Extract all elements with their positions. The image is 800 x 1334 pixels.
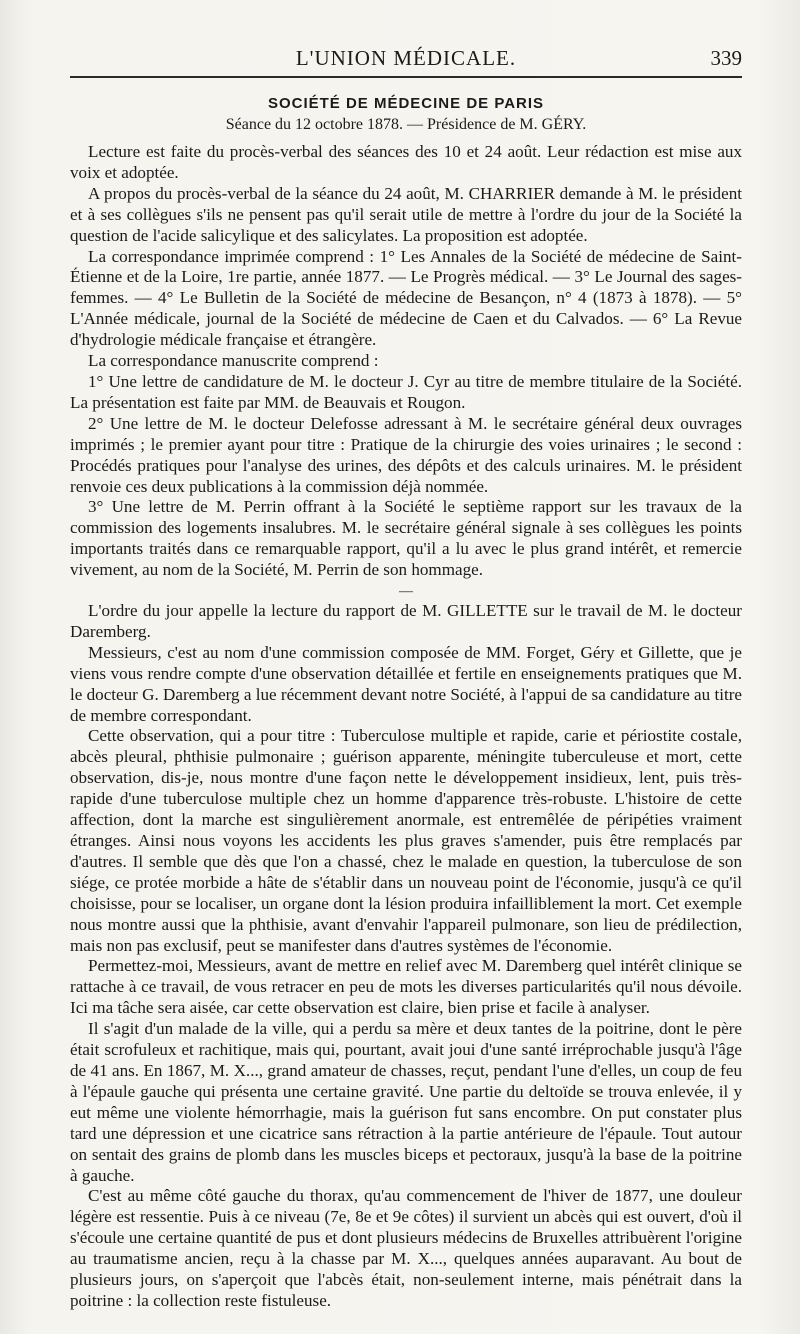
section-title: SOCIÉTÉ DE MÉDECINE DE PARIS [267,95,545,112]
paragraph-2: A propos du procès-verbal de la séance du 24 août, M. CHARRIER demande à M. le président et à ses collègues s'ils ne pensent pas qu'il serait utile de mettre à l'ordre du jour de la Société la question de l'acide salicylique et des salicylates. La proposition est adoptée. [70,183,742,245]
paragraph-11: Permettez-moi, Messieurs, avant de mettre en relief avec M. Daremberg quel intérêt clinique se rattache à ce travail, de vous retracer en peu de mots les diverses particularités qu'il nous dévoile. Ici ma tâche sera aisée, car cette observation est claire, bien prise et facile à analyser. [70,956,742,1018]
paragraph-10: Cette observation, qui a pour titre : Tuberculose multiple et rapide, carie et périostite costale, abcès pleural, phthisie pulmonaire ; guérison apparente, méningite tuberculeuse et mort, cette observation, dis-je, nous montre d'une façon nette le développement insidieux, lent, puis très-rapide d'une tuberculose multiple chez un homme d'apparence très-robuste. L'histoire de cette affection, dont la marche est singulièrement anormale, est entremêlée de péripéties vraiment étranges. Ainsi nous voyons les accidents les plus graves s'amender, puis être remplacés par d'autres. Il semble que dès que l'on a chassé, chez le malade en question, la tuberculose de son siége, ce protée morbide a hâte de s'établir dans un nouveau point de l'économie, jusqu'à ce qu'il choisisse, pour se localiser, un organe dont la lésion produira infailliblement la mort. Cet exemple nous montre aussi que la phthisie, avant d'envahir l'appareil pulmonare, son lieu de prédilection, mais non pas exclusif, peut se manifester dans d'autres systèmes de l'économie. [70,726,742,955]
paragraph-8: L'ordre du jour appelle la lecture du rapport de M. GILLETTE sur le travail de M. le docteur Daremberg. [70,601,742,641]
page-number: 339 [710,46,742,70]
paragraph-5: 1° Une lettre de candidature de M. le docteur J. Cyr au titre de membre titulaire de la Société. La présentation est faite par MM. de Beauvais et Rougon. [70,371,742,412]
paragraph-12: Il s'agit d'un malade de la ville, qui a perdu sa mère et deux tantes de la poitrine, dont le père était scrofuleux et rachitique, mais qui, pourtant, avait joui d'une santé irréprochable jusqu'à l'âge de 41 ans. En 1867, M. X..., grand amateur de chasses, reçut, pendant l'une d'elles, un coup de feu à l'épaule gauche qui présenta une certaine gravité. Une partie du deltoïde se trouva enlevée, il y eut même une violente hémorrhagie, mais la guérison fut sans encombre. On put constater plus tard une dépression et une cicatrice sans rétraction à la partie antérieure de l'épaule. Tout autour on sentait des grains de plomb dans les muscles biceps et pectoraux, jusqu'à la base de la poitrine à gauche. [70,1019,742,1185]
article-body [70,95,742,1312]
paragraph-3: La correspondance imprimée comprend : 1° Les Annales de la Société de médecine de Saint-Étienne et de la Loire, 1re partie, année 1877. — Le Progrès médical. — 3° Le Journal des sages-femmes. — 4° Le Bulletin de la Société de médecine de Besançon, n° 4 (1873 à 1878). — 5° L'Année médicale, journal de la Société de médecine de Caen et du Calvados. — 6° La Revue d'hydrologie médicale française et étrangère. [70,246,742,350]
paragraph-13: C'est au même côté gauche du thorax, qu'au commencement de l'hiver de 1877, une douleur légère est ressentie. Puis à ce niveau (7e, 8e et 9e côtes) il survient un abcès qui est ouvert, d'où il s'écoule une certaine quantité de pus et dont plusieurs médecins de Bruxelles attribuèrent l'origine au traumatisme ancien, reçu à la chasse par M. X..., quelques années auparavant. Au bout de plusieurs jours, on s'aperçoit que l'abcès était, non-seulement interne, mais pénétrait dans la poitrine : la collection reste fistuleuse. [70,1186,742,1310]
journal-title: L'UNION MÉDICALE. [295,46,517,70]
paragraph-1: Lecture est faite du procès-verbal des séances des 10 et 24 août. Leur rédaction est mise aux voix et adoptée. [70,142,742,182]
paragraph-4: La correspondance manuscrite comprend : [88,351,379,371]
paragraph-7: 3° Une lettre de M. Perrin offrant à la Société le septième rapport sur les travaux de la commission des logements insalubres. M. le secrétaire général signale à ses collègues les points importants traités dans ce remarquable rapport, qu'il a lu avec le plus grand intérêt, et remercie vivement, au nom de la Société, M. Perrin de son hommage. [70,497,742,580]
session-line: Séance du 12 octobre 1878. — Présidence de M. GÉRY. [225,116,587,133]
section-separator: — [399,584,413,600]
paragraph-9: Messieurs, c'est au nom d'une commission composée de MM. Forget, Géry et Gillette, que je viens vous rendre compte d'une observation détaillée et fertile en enseignements pratiques que M. le docteur G. Daremberg a lue récemment devant notre Société, à l'appui de sa candidature au titre de membre correspondant. [70,642,742,725]
paragraph-6: 2° Une lettre de M. le docteur Delefosse adressant à M. le secrétaire général deux ouvrages imprimés ; le premier ayant pour titre : Pratique de la chirurgie des voies urinaires ; le second : Procédés pratiques pour l'analyse des urines, des dépôts et des calculs urinaires. M. le président renvoie ces deux publications à la commission déjà nommée. [70,413,742,496]
running-header [70,46,742,78]
